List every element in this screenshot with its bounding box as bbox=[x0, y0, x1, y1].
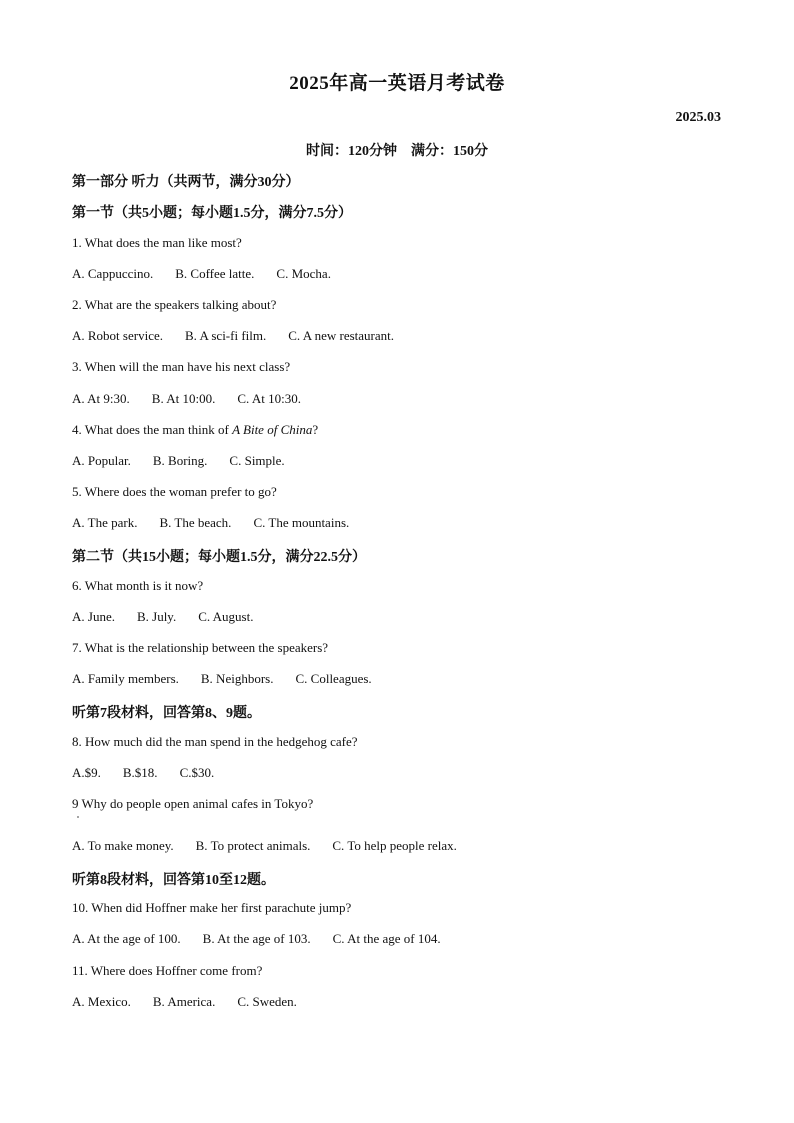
option-b: B.$18. bbox=[122, 765, 158, 780]
option-c: C. Mocha. bbox=[276, 266, 331, 281]
score-label: 满分：150分 bbox=[411, 144, 488, 159]
option-c: C. To help people relax. bbox=[332, 838, 457, 853]
option-a: A. To make money. bbox=[72, 838, 174, 853]
option-a: A. At the age of 100. bbox=[72, 931, 181, 946]
question-2-options bbox=[72, 328, 394, 344]
option-c: C. August. bbox=[198, 609, 254, 624]
instruction-passage-8: 听第8段材料，回答第10至12题。 bbox=[72, 873, 275, 888]
question-4-end: ? bbox=[312, 422, 319, 437]
option-b: B. A sci-fi film. bbox=[184, 328, 267, 343]
exam-date: 2025.03 bbox=[675, 110, 721, 125]
option-c: C. At 10:30. bbox=[237, 391, 301, 406]
option-a: A. At 9:30. bbox=[72, 391, 130, 406]
question-1: 1. What does the man like most? bbox=[72, 235, 242, 250]
question-10-options bbox=[72, 931, 441, 947]
section2-heading: 第二节（共15小题；每小题1.5分，满分22.5分） bbox=[72, 550, 366, 565]
question-7: 7. What is the relationship between the speakers? bbox=[72, 640, 329, 655]
question-3: 3. When will the man have his next class? bbox=[72, 359, 291, 374]
question-3-options bbox=[72, 391, 301, 407]
option-a: A. The park. bbox=[72, 515, 138, 530]
question-4-text: 4. What does the man think of bbox=[72, 422, 233, 437]
exam-info bbox=[0, 140, 794, 160]
question-1-options bbox=[72, 266, 331, 282]
option-c: C. At the age of 104. bbox=[332, 931, 441, 946]
question-2: 2. What are the speakers talking about? bbox=[72, 297, 277, 312]
section1-heading: 第一节（共5小题；每小题1.5分，满分7.5分） bbox=[72, 206, 352, 221]
exam-title: 2025年高一英语月考试卷 bbox=[289, 73, 505, 94]
option-a: A.$9. bbox=[72, 765, 101, 780]
option-c: C.$30. bbox=[179, 765, 215, 780]
option-a: A. Popular. bbox=[72, 453, 131, 468]
option-c: C. Sweden. bbox=[237, 994, 297, 1009]
question-4-options bbox=[72, 453, 285, 469]
question-7-options bbox=[72, 671, 372, 687]
option-b: B. Boring. bbox=[152, 453, 208, 468]
option-b: B. Neighbors. bbox=[200, 671, 274, 686]
option-a: A. Cappuccino. bbox=[72, 266, 154, 281]
question-5: 5. Where does the woman prefer to go? bbox=[72, 484, 277, 499]
option-b: B. July. bbox=[136, 609, 177, 624]
question-6: 6. What month is it now? bbox=[72, 578, 204, 593]
option-a: A. Mexico. bbox=[72, 994, 131, 1009]
option-c: C. Simple. bbox=[229, 453, 285, 468]
option-b: B. The beach. bbox=[159, 515, 232, 530]
question-4 bbox=[72, 422, 318, 438]
question-11-options bbox=[72, 994, 297, 1010]
question-6-options bbox=[72, 609, 253, 625]
option-b: B. At the age of 103. bbox=[202, 931, 311, 946]
option-a: A. Family members. bbox=[72, 671, 179, 686]
option-a: A. June. bbox=[72, 609, 115, 624]
instruction-passage-7: 听第7段材料，回答第8、9题。 bbox=[72, 706, 261, 721]
question-9-options bbox=[72, 838, 457, 854]
part1-heading: 第一部分 听力（共两节，满分30分） bbox=[72, 175, 300, 190]
option-b: B. Coffee latte. bbox=[175, 266, 255, 281]
time-label: 时间：120分钟 bbox=[306, 144, 397, 159]
stray-mark bbox=[77, 816, 79, 818]
question-8-options bbox=[72, 765, 214, 781]
option-b: B. America. bbox=[152, 994, 216, 1009]
question-11: 11. Where does Hoffner come from? bbox=[72, 963, 263, 978]
question-9: 9 Why do people open animal cafes in Tokyo? bbox=[72, 796, 314, 811]
question-10: 10. When did Hoffner make her first parachute jump? bbox=[72, 900, 352, 915]
option-a: A. Robot service. bbox=[72, 328, 163, 343]
question-5-options bbox=[72, 515, 349, 531]
option-c: C. Colleagues. bbox=[295, 671, 372, 686]
option-c: C. The mountains. bbox=[253, 515, 350, 530]
option-c: C. A new restaurant. bbox=[288, 328, 395, 343]
option-b: B. To protect animals. bbox=[195, 838, 311, 853]
question-8: 8. How much did the man spend in the hedgehog cafe? bbox=[72, 734, 358, 749]
option-b: B. At 10:00. bbox=[151, 391, 216, 406]
question-4-title: A Bite of China bbox=[232, 422, 313, 437]
